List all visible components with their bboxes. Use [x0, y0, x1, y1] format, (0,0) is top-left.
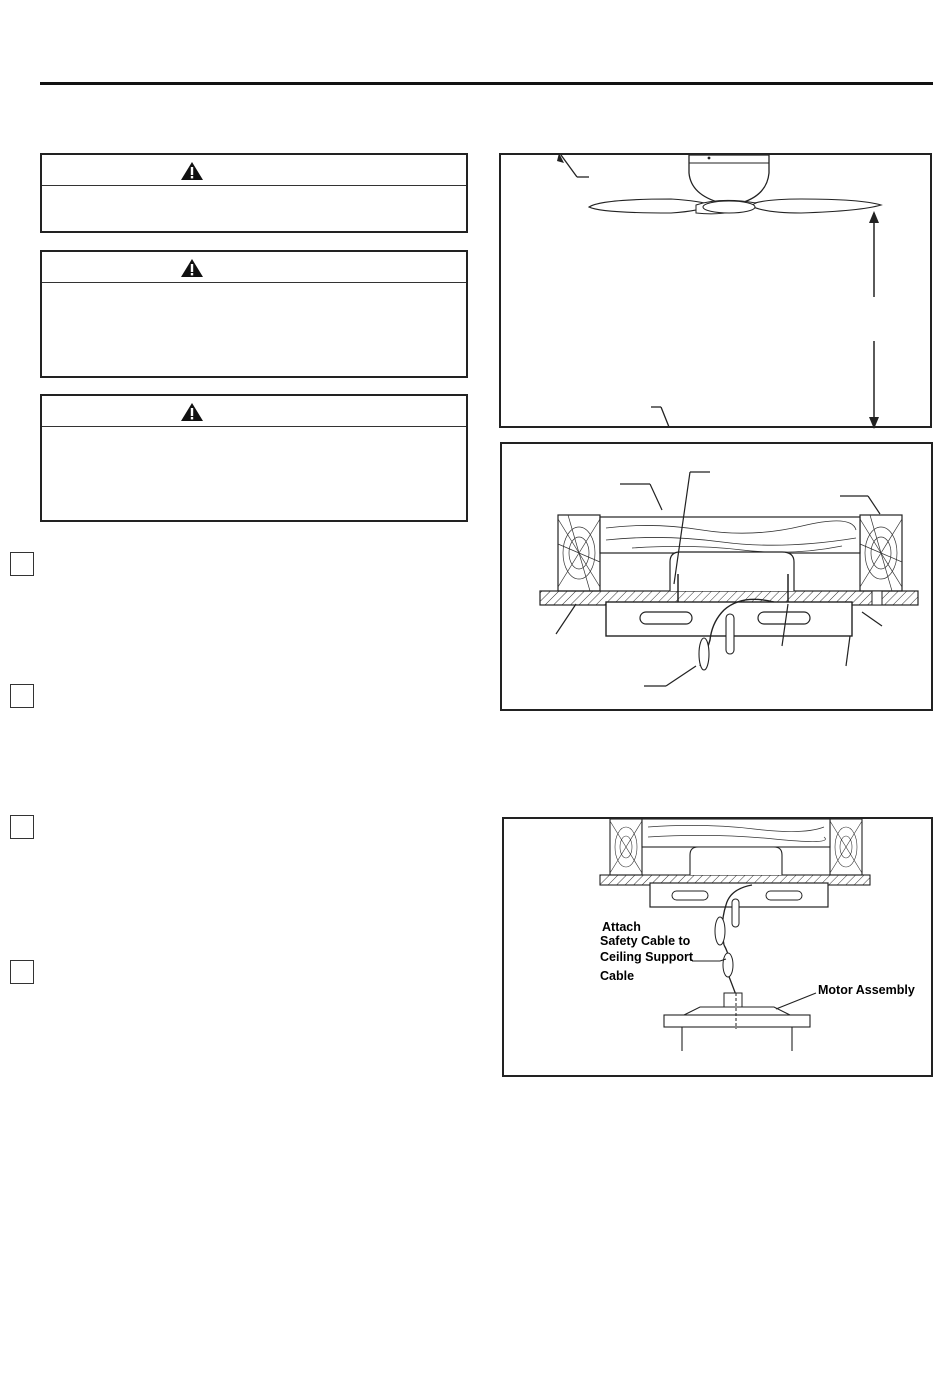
warning-triangle-icon: [180, 258, 204, 278]
label-motor-assembly: Motor Assembly: [818, 983, 915, 997]
fan-clearance-diagram: [501, 155, 934, 430]
step-checkbox-4[interactable]: [10, 960, 34, 984]
warning-header-2: [42, 252, 466, 283]
joist-right: [860, 515, 902, 591]
step-checkbox-1[interactable]: [10, 552, 34, 576]
warning-box-3: [40, 394, 468, 522]
joist-left: [558, 515, 600, 591]
warning-header-3: [42, 396, 466, 427]
figure-ceiling-bracket: [500, 442, 933, 711]
label-attach: Attach: [602, 920, 641, 934]
ceiling-bracket-diagram: [502, 444, 935, 713]
warning-box-2: [40, 250, 468, 378]
warning-header-1: [42, 155, 466, 186]
warning-triangle-icon: [180, 161, 204, 181]
label-ceiling-support: Ceiling Support: [600, 950, 694, 964]
safety-cable-diagram: [504, 819, 935, 1079]
step-checkbox-2[interactable]: [10, 684, 34, 708]
figure-safety-cable: [502, 817, 933, 1077]
header-rule: [40, 82, 933, 85]
figure-fan-clearance: [499, 153, 932, 428]
label-safety-cable: Safety Cable to: [600, 934, 691, 948]
label-cable: Cable: [600, 969, 635, 983]
warning-triangle-icon: [180, 402, 204, 422]
step-checkbox-3[interactable]: [10, 815, 34, 839]
warning-box-1: [40, 153, 468, 233]
